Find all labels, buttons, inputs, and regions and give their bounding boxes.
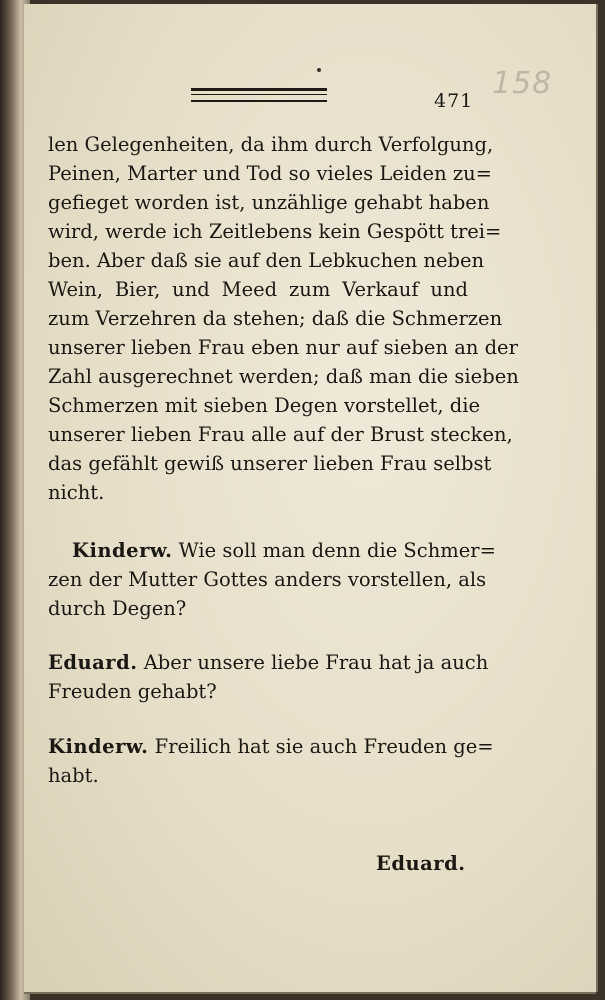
dialogue-text: Aber unsere liebe Frau hat ja auch (143, 651, 489, 674)
dialogue-text: Freilich hat sie auch Freuden ge= (154, 735, 494, 758)
book-page (24, 4, 596, 992)
text-line: Peinen, Marter und Tod so vieles Leiden zu= (48, 162, 492, 185)
ink-speck (317, 68, 321, 72)
catchword-signature: Eduard. (376, 852, 466, 875)
text-line: habt. (48, 764, 99, 787)
speaker-name: Kinderw. (48, 735, 149, 758)
header-ornament-rule (191, 88, 327, 102)
text-line: das gefählt gewiß unserer lieben Frau selbst (48, 452, 492, 475)
text-line: durch Degen? (48, 597, 187, 620)
text-line: Zahl ausgerechnet werden; daß man die sieben (48, 365, 519, 388)
text-line: zum Verzehren da stehen; daß die Schmerzen (48, 307, 503, 330)
text-line: nicht. (48, 481, 105, 504)
text-line: Freuden gehabt? (48, 680, 217, 703)
dialogue-line (48, 648, 489, 677)
text-line: unserer lieben Frau alle auf der Brust stecken, (48, 423, 513, 446)
pencil-annotation: 158 (492, 66, 553, 101)
dialogue-text: Wie soll man denn die Schmer= (178, 539, 496, 562)
text-line: zen der Mutter Gottes anders vorstellen, als (48, 568, 487, 591)
speaker-name: Kinderw. (72, 539, 173, 562)
dialogue-line (48, 732, 494, 761)
page-number: 471 (434, 90, 474, 112)
text-line: ben. Aber daß sie auf den Lebkuchen neben (48, 249, 485, 272)
text-line: len Gelegenheiten, da ihm durch Verfolgung, (48, 133, 494, 156)
text-line: unserer lieben Frau eben nur auf sieben an der (48, 336, 518, 359)
speaker-name: Eduard. (48, 651, 138, 674)
text-line: Wein, Bier, und Meed zum Verkauf und (48, 278, 468, 301)
text-line: gefieget worden ist, unzählige gehabt haben (48, 191, 490, 214)
text-line: Schmerzen mit sieben Degen vorstellet, die (48, 394, 481, 417)
text-line: wird, werde ich Zeitlebens kein Gespött trei= (48, 220, 502, 243)
dialogue-line (72, 536, 496, 565)
